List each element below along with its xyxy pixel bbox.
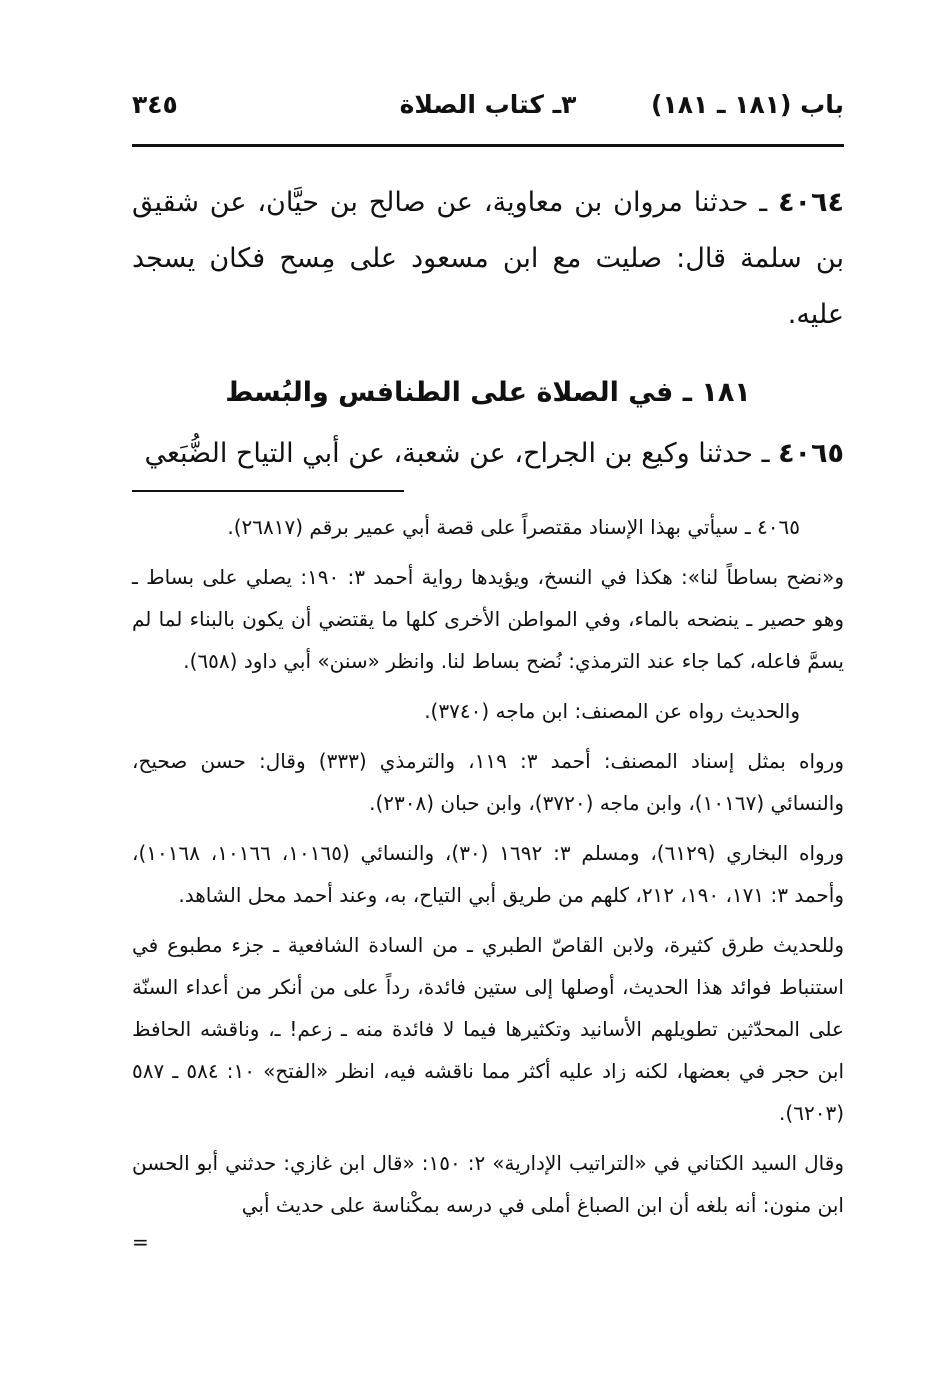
chapter-heading: ١٨١ ـ في الصلاة على الطنافس والبُسط xyxy=(225,377,751,408)
footnote-separator xyxy=(132,490,404,492)
hadith-number: ٤٠٦٥ xyxy=(778,438,844,469)
page-number: ٣٤٥ xyxy=(132,90,178,119)
hadith-4064 xyxy=(132,175,844,343)
running-header xyxy=(132,88,844,132)
footnote-paragraph: وللحديث طرق كثيرة، ولابن القاصّ الطبري ـ من السادة الشافعية ـ جزء مطبوع في استنباط فوائد هذا الحديث، أوصلها إلى ستين فائدة، رداً على من أنكر من أعداء السنّة على المحدّثين تطويلهم الأسانيد وتكثيرها فيما لا فائدة منه ـ زعم! ـ، وناقشه الحافظ ابن حجر في بعضها، لكنه زاد عليه أكثر مما ناقشه فيه، انظر «الفتح» ١٠: ٥٨٤ ـ ٥٨٧ (٦٢٠٣). xyxy=(132,933,844,1125)
book-page xyxy=(132,88,844,1254)
hadith-4065 xyxy=(132,426,844,482)
header-rule xyxy=(132,144,844,147)
footnote-paragraph: وقال السيد الكتاني في «التراتيب الإدارية» ٢: ١٥٠: «قال ابن غازي: حدثني أبو الحسن ابن منون: أنه بلغه أن ابن الصباغ أملى في درسه بمكْناسة على حديث أبي xyxy=(132,1151,844,1217)
footnote-paragraph: ورواه البخاري (٦١٢٩)، ومسلم ٣: ١٦٩٢ (٣٠)، والنسائي (١٠١٦٥، ١٠١٦٦، ١٠١٦٨)، وأحمد ٣: ١٧١، ١٩٠، ٢١٢، كلهم من طريق أبي التياح، به، وعند أحمد محل الشاهد. xyxy=(132,841,845,907)
hadith-text: ـ حدثنا مروان بن معاوية، عن صالح بن حيَّان، عن شقيق بن سلمة قال: صليت مع ابن مسعود على مِسح فكان يسجد عليه. xyxy=(132,187,844,330)
footnote-paragraph: والحديث رواه عن المصنف: ابن ماجه (٣٧٤٠). xyxy=(424,699,800,723)
chapter-range: باب (١٨١ ـ ١٨١) xyxy=(651,90,844,119)
book-title: ٣ـ كتاب الصلاة xyxy=(399,90,577,119)
footnote-paragraph: ٤٠٦٥ ـ سيأتي بهذا الإسناد مقتصراً على قصة أبي عمير برقم (٢٦٨١٧). xyxy=(227,515,800,539)
footnote-paragraph: ورواه بمثل إسناد المصنف: أحمد ٣: ١١٩، والترمذي (٣٣٣) وقال: حسن صحيح، والنسائي (١٠١٦٧)، وابن ماجه (٣٧٢٠)، وابن حبان (٢٣٠٨). xyxy=(132,749,844,815)
continuation-mark: = xyxy=(132,1230,149,1254)
footnote-paragraph: و«نضح بساطاً لنا»: هكذا في النسخ، ويؤيدها رواية أحمد ٣: ١٩٠: يصلي على بساط ـ وهو حصير ـ ينضحه بالماء، وفي المواطن الأخرى كلها ما يقتضي أن يكون بالبناء لما لم يسمَّ فاعله، كما جاء عند الترمذي: نُضح بساط لنا. وانظر «سنن» أبي داود (٦٥٨). xyxy=(132,565,844,673)
hadith-number: ٤٠٦٤ xyxy=(778,187,844,218)
hadith-text: ـ حدثنا وكيع بن الجراح، عن شعبة، عن أبي التياح الضُّبَعي xyxy=(144,438,779,469)
